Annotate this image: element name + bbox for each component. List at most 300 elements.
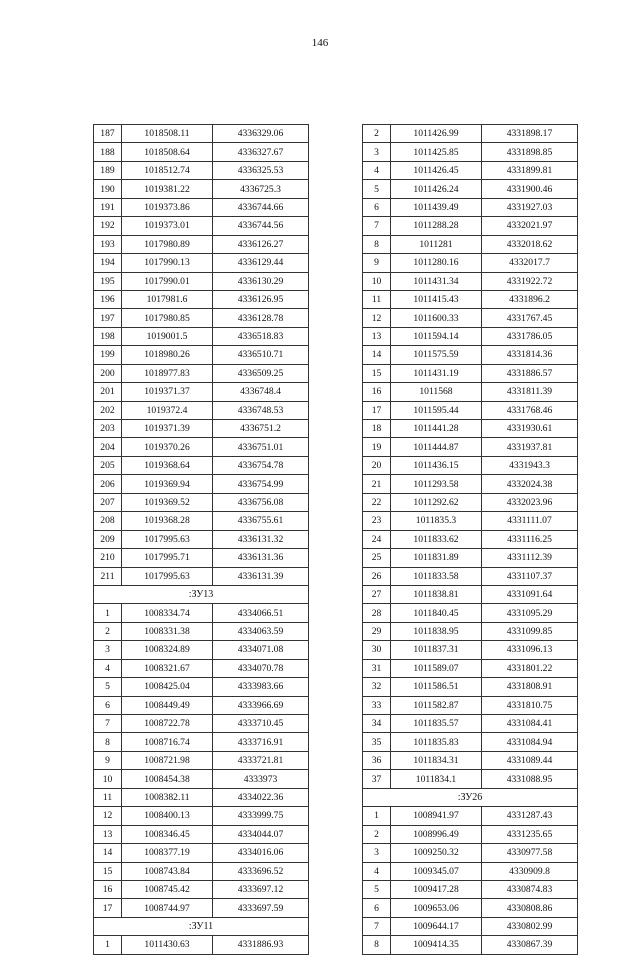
x-coordinate-cell: 1017995.71	[122, 549, 213, 567]
x-coordinate-cell: 1011292.62	[391, 493, 482, 511]
table-row	[94, 383, 309, 401]
point-number-cell: 1	[94, 936, 122, 954]
y-coordinate-cell: 4331814.36	[482, 346, 578, 364]
x-coordinate-cell: 1011586.51	[391, 678, 482, 696]
table-row	[363, 604, 578, 622]
y-coordinate-cell: 4336754.78	[213, 456, 309, 474]
table-row	[363, 456, 578, 474]
y-coordinate-cell: 4336518.83	[213, 327, 309, 345]
table-row	[363, 917, 578, 935]
y-coordinate-cell: 4331927.03	[482, 198, 578, 216]
table-row	[363, 217, 578, 235]
y-coordinate-cell: 4336130.29	[213, 272, 309, 290]
table-row	[94, 567, 309, 585]
table-row	[363, 290, 578, 308]
x-coordinate-cell: 1011582.87	[391, 696, 482, 714]
x-coordinate-cell: 1011837.31	[391, 641, 482, 659]
y-coordinate-cell: 4334071.08	[213, 641, 309, 659]
table-row	[94, 235, 309, 253]
y-coordinate-cell: 4331898.85	[482, 143, 578, 161]
point-number-cell: 4	[363, 161, 391, 179]
point-number-cell: 37	[363, 770, 391, 788]
table-row	[363, 401, 578, 419]
x-coordinate-cell: 1017980.89	[122, 235, 213, 253]
x-coordinate-cell: 1011430.63	[122, 936, 213, 954]
x-coordinate-cell: 1019381.22	[122, 180, 213, 198]
y-coordinate-cell: 4336744.66	[213, 198, 309, 216]
coordinates-table-left	[93, 124, 309, 955]
point-number-cell: 189	[94, 161, 122, 179]
x-coordinate-cell: 1011431.34	[391, 272, 482, 290]
table-row	[94, 880, 309, 898]
x-coordinate-cell: 1009345.07	[391, 862, 482, 880]
x-coordinate-cell: 1011425.85	[391, 143, 482, 161]
table-row	[363, 715, 578, 733]
y-coordinate-cell: 4330909.8	[482, 862, 578, 880]
table-row	[94, 327, 309, 345]
table-row	[363, 585, 578, 603]
y-coordinate-cell: 4334016.06	[213, 844, 309, 862]
point-number-cell: 31	[363, 659, 391, 677]
point-number-cell: 4	[363, 862, 391, 880]
table-row	[94, 770, 309, 788]
x-coordinate-cell: 1011835.83	[391, 733, 482, 751]
y-coordinate-cell: 4330808.86	[482, 899, 578, 917]
point-number-cell: 25	[363, 549, 391, 567]
x-coordinate-cell: 1011426.99	[391, 125, 482, 143]
y-coordinate-cell: 4330874.83	[482, 880, 578, 898]
y-coordinate-cell: 4331084.94	[482, 733, 578, 751]
table-row	[363, 696, 578, 714]
y-coordinate-cell: 4331810.75	[482, 696, 578, 714]
y-coordinate-cell: 4331801.22	[482, 659, 578, 677]
point-number-cell: 5	[363, 180, 391, 198]
table-row	[94, 825, 309, 843]
x-coordinate-cell: 1011436.15	[391, 456, 482, 474]
y-coordinate-cell: 4331096.13	[482, 641, 578, 659]
x-coordinate-cell: 1009417.28	[391, 880, 482, 898]
point-number-cell: 19	[363, 438, 391, 456]
y-coordinate-cell: 4331099.85	[482, 622, 578, 640]
y-coordinate-cell: 4331937.81	[482, 438, 578, 456]
table-row	[94, 401, 309, 419]
table-row	[363, 254, 578, 272]
table-row	[363, 235, 578, 253]
table-row	[363, 143, 578, 161]
table-row	[363, 807, 578, 825]
point-number-cell: 15	[363, 364, 391, 382]
table-row	[363, 899, 578, 917]
y-coordinate-cell: 4333973	[213, 770, 309, 788]
x-coordinate-cell: 1011288.28	[391, 217, 482, 235]
table-row	[94, 456, 309, 474]
y-coordinate-cell: 4331886.93	[213, 936, 309, 954]
point-number-cell: 204	[94, 438, 122, 456]
y-coordinate-cell: 4336131.39	[213, 567, 309, 585]
x-coordinate-cell: 1019369.94	[122, 475, 213, 493]
point-number-cell: 11	[363, 290, 391, 308]
section-header-row	[363, 788, 578, 806]
point-number-cell: 208	[94, 512, 122, 530]
x-coordinate-cell: 1011834.31	[391, 751, 482, 769]
point-number-cell: 205	[94, 456, 122, 474]
y-coordinate-cell: 4333710.45	[213, 715, 309, 733]
point-number-cell: 188	[94, 143, 122, 161]
point-number-cell: 5	[363, 880, 391, 898]
point-number-cell: 199	[94, 346, 122, 364]
y-coordinate-cell: 4331943.3	[482, 456, 578, 474]
table-row	[363, 438, 578, 456]
y-coordinate-cell: 4331095.29	[482, 604, 578, 622]
point-number-cell: 8	[363, 936, 391, 954]
table-row	[94, 125, 309, 143]
x-coordinate-cell: 1008743.84	[122, 862, 213, 880]
point-number-cell: 10	[94, 770, 122, 788]
x-coordinate-cell: 1011840.45	[391, 604, 482, 622]
x-coordinate-cell: 1008722.78	[122, 715, 213, 733]
table-row	[94, 622, 309, 640]
table-row	[94, 678, 309, 696]
table-row	[363, 364, 578, 382]
y-coordinate-cell: 4336128.78	[213, 309, 309, 327]
point-number-cell: 201	[94, 383, 122, 401]
x-coordinate-cell: 1011575.59	[391, 346, 482, 364]
point-number-cell: 200	[94, 364, 122, 382]
x-coordinate-cell: 1011835.57	[391, 715, 482, 733]
table-row	[94, 346, 309, 364]
y-coordinate-cell: 4331091.64	[482, 585, 578, 603]
section-header-row	[94, 585, 309, 603]
y-coordinate-cell: 4336329.06	[213, 125, 309, 143]
y-coordinate-cell: 4331112.39	[482, 549, 578, 567]
point-number-cell: 8	[363, 235, 391, 253]
point-number-cell: 206	[94, 475, 122, 493]
y-coordinate-cell: 4334070.78	[213, 659, 309, 677]
table-row	[363, 475, 578, 493]
x-coordinate-cell: 1011838.81	[391, 585, 482, 603]
table-row	[363, 825, 578, 843]
point-number-cell: 192	[94, 217, 122, 235]
section-label: :ЗУ26	[363, 788, 578, 806]
point-number-cell: 12	[363, 309, 391, 327]
x-coordinate-cell: 1019371.37	[122, 383, 213, 401]
x-coordinate-cell: 1008377.19	[122, 844, 213, 862]
point-number-cell: 194	[94, 254, 122, 272]
x-coordinate-cell: 1009250.32	[391, 844, 482, 862]
x-coordinate-cell: 1011439.49	[391, 198, 482, 216]
table-row	[363, 512, 578, 530]
point-number-cell: 202	[94, 401, 122, 419]
x-coordinate-cell: 1008745.42	[122, 880, 213, 898]
y-coordinate-cell: 4331107.37	[482, 567, 578, 585]
y-coordinate-cell: 4333696.52	[213, 862, 309, 880]
y-coordinate-cell: 4332024.38	[482, 475, 578, 493]
table-row	[94, 272, 309, 290]
x-coordinate-cell: 1019368.64	[122, 456, 213, 474]
table-row	[363, 346, 578, 364]
table-row	[94, 217, 309, 235]
x-coordinate-cell: 1011595.44	[391, 401, 482, 419]
x-coordinate-cell: 1017980.85	[122, 309, 213, 327]
x-coordinate-cell: 1017990.01	[122, 272, 213, 290]
y-coordinate-cell: 4331786.05	[482, 327, 578, 345]
y-coordinate-cell: 4331898.17	[482, 125, 578, 143]
point-number-cell: 14	[363, 346, 391, 364]
point-number-cell: 21	[363, 475, 391, 493]
point-number-cell: 12	[94, 807, 122, 825]
table-row	[363, 180, 578, 198]
x-coordinate-cell: 1018508.64	[122, 143, 213, 161]
point-number-cell: 14	[94, 844, 122, 862]
y-coordinate-cell: 4330977.58	[482, 844, 578, 862]
table-row	[363, 622, 578, 640]
x-coordinate-cell: 1019373.86	[122, 198, 213, 216]
x-coordinate-cell: 1017990.13	[122, 254, 213, 272]
y-coordinate-cell: 4334022.36	[213, 788, 309, 806]
point-number-cell: 28	[363, 604, 391, 622]
y-coordinate-cell: 4331088.95	[482, 770, 578, 788]
x-coordinate-cell: 1019372.4	[122, 401, 213, 419]
table-row	[363, 844, 578, 862]
y-coordinate-cell: 4330867.39	[482, 936, 578, 954]
y-coordinate-cell: 4332018.62	[482, 235, 578, 253]
point-number-cell: 209	[94, 530, 122, 548]
point-number-cell: 13	[94, 825, 122, 843]
y-coordinate-cell: 4336748.53	[213, 401, 309, 419]
x-coordinate-cell: 1011426.45	[391, 161, 482, 179]
y-coordinate-cell: 4331235.65	[482, 825, 578, 843]
x-coordinate-cell: 1008744.97	[122, 899, 213, 917]
x-coordinate-cell: 1008331.38	[122, 622, 213, 640]
point-number-cell: 22	[363, 493, 391, 511]
y-coordinate-cell: 4331922.72	[482, 272, 578, 290]
section-label: :ЗУ11	[94, 917, 309, 935]
x-coordinate-cell: 1008716.74	[122, 733, 213, 751]
y-coordinate-cell: 4331811.39	[482, 383, 578, 401]
y-coordinate-cell: 4333721.81	[213, 751, 309, 769]
y-coordinate-cell: 4336509.25	[213, 364, 309, 382]
table-row	[94, 807, 309, 825]
y-coordinate-cell: 4336751.2	[213, 420, 309, 438]
y-coordinate-cell: 4331900.46	[482, 180, 578, 198]
table-row	[94, 659, 309, 677]
table-row	[94, 420, 309, 438]
x-coordinate-cell: 1011426.24	[391, 180, 482, 198]
y-coordinate-cell: 4334044.07	[213, 825, 309, 843]
y-coordinate-cell: 4333697.12	[213, 880, 309, 898]
coordinates-table-right	[362, 124, 578, 955]
table-row	[363, 272, 578, 290]
point-number-cell: 9	[94, 751, 122, 769]
table-row	[94, 899, 309, 917]
x-coordinate-cell: 1008382.11	[122, 788, 213, 806]
table-row	[94, 733, 309, 751]
table-row	[94, 290, 309, 308]
section-header-row	[94, 917, 309, 935]
table-row	[363, 880, 578, 898]
y-coordinate-cell: 4336744.56	[213, 217, 309, 235]
point-number-cell: 9	[363, 254, 391, 272]
x-coordinate-cell: 1009653.06	[391, 899, 482, 917]
table-row	[363, 125, 578, 143]
table-row	[363, 678, 578, 696]
x-coordinate-cell: 1011441.28	[391, 420, 482, 438]
x-coordinate-cell: 1008425.04	[122, 678, 213, 696]
y-coordinate-cell: 4330802.99	[482, 917, 578, 935]
table-row	[94, 180, 309, 198]
table-row	[363, 733, 578, 751]
y-coordinate-cell: 4331886.57	[482, 364, 578, 382]
x-coordinate-cell: 1019371.39	[122, 420, 213, 438]
section-label: :ЗУ13	[94, 585, 309, 603]
x-coordinate-cell: 1018977.83	[122, 364, 213, 382]
point-number-cell: 36	[363, 751, 391, 769]
y-coordinate-cell: 4332021.97	[482, 217, 578, 235]
point-number-cell: 7	[94, 715, 122, 733]
table-row	[94, 936, 309, 954]
point-number-cell: 15	[94, 862, 122, 880]
table-row	[94, 438, 309, 456]
y-coordinate-cell: 4333697.59	[213, 899, 309, 917]
x-coordinate-cell: 1008449.49	[122, 696, 213, 714]
point-number-cell: 207	[94, 493, 122, 511]
y-coordinate-cell: 4331930.61	[482, 420, 578, 438]
point-number-cell: 29	[363, 622, 391, 640]
table-row	[363, 659, 578, 677]
point-number-cell: 5	[94, 678, 122, 696]
table-row	[363, 862, 578, 880]
point-number-cell: 1	[363, 807, 391, 825]
y-coordinate-cell: 4336129.44	[213, 254, 309, 272]
y-coordinate-cell: 4331896.2	[482, 290, 578, 308]
table-row	[94, 530, 309, 548]
y-coordinate-cell: 4332017.7	[482, 254, 578, 272]
x-coordinate-cell: 1018512.74	[122, 161, 213, 179]
point-number-cell: 190	[94, 180, 122, 198]
table-row	[94, 788, 309, 806]
table-row	[94, 475, 309, 493]
table-row	[94, 161, 309, 179]
x-coordinate-cell: 1011293.58	[391, 475, 482, 493]
x-coordinate-cell: 1009414.35	[391, 936, 482, 954]
point-number-cell: 203	[94, 420, 122, 438]
point-number-cell: 198	[94, 327, 122, 345]
x-coordinate-cell: 1019373.01	[122, 217, 213, 235]
point-number-cell: 8	[94, 733, 122, 751]
y-coordinate-cell: 4331089.44	[482, 751, 578, 769]
x-coordinate-cell: 1011568	[391, 383, 482, 401]
table-row	[94, 198, 309, 216]
point-number-cell: 17	[94, 899, 122, 917]
x-coordinate-cell: 1008321.67	[122, 659, 213, 677]
point-number-cell: 210	[94, 549, 122, 567]
x-coordinate-cell: 1018508.11	[122, 125, 213, 143]
y-coordinate-cell: 4331899.81	[482, 161, 578, 179]
x-coordinate-cell: 1009644.17	[391, 917, 482, 935]
point-number-cell: 30	[363, 641, 391, 659]
point-number-cell: 16	[94, 880, 122, 898]
table-row	[363, 383, 578, 401]
point-number-cell: 11	[94, 788, 122, 806]
page-number: 146	[311, 37, 329, 49]
y-coordinate-cell: 4336748.4	[213, 383, 309, 401]
point-number-cell: 7	[363, 917, 391, 935]
y-coordinate-cell: 4336126.27	[213, 235, 309, 253]
y-coordinate-cell: 4331111.07	[482, 512, 578, 530]
table-row	[94, 493, 309, 511]
point-number-cell: 24	[363, 530, 391, 548]
y-coordinate-cell: 4336126.95	[213, 290, 309, 308]
point-number-cell: 13	[363, 327, 391, 345]
table-row	[363, 420, 578, 438]
x-coordinate-cell: 1008454.38	[122, 770, 213, 788]
x-coordinate-cell: 1019369.52	[122, 493, 213, 511]
table-row	[94, 641, 309, 659]
point-number-cell: 27	[363, 585, 391, 603]
table-row	[363, 161, 578, 179]
point-number-cell: 193	[94, 235, 122, 253]
table-row	[94, 751, 309, 769]
x-coordinate-cell: 1011431.19	[391, 364, 482, 382]
table-row	[94, 862, 309, 880]
y-coordinate-cell: 4336131.32	[213, 530, 309, 548]
table-row	[363, 198, 578, 216]
y-coordinate-cell: 4331768.46	[482, 401, 578, 419]
point-number-cell: 26	[363, 567, 391, 585]
x-coordinate-cell: 1017995.63	[122, 567, 213, 585]
x-coordinate-cell: 1017995.63	[122, 530, 213, 548]
y-coordinate-cell: 4331084.41	[482, 715, 578, 733]
point-number-cell: 33	[363, 696, 391, 714]
y-coordinate-cell: 4331767.45	[482, 309, 578, 327]
x-coordinate-cell: 1019368.28	[122, 512, 213, 530]
x-coordinate-cell: 1011600.33	[391, 309, 482, 327]
point-number-cell: 4	[94, 659, 122, 677]
y-coordinate-cell: 4336725.3	[213, 180, 309, 198]
point-number-cell: 16	[363, 383, 391, 401]
x-coordinate-cell: 1011281	[391, 235, 482, 253]
x-coordinate-cell: 1011833.62	[391, 530, 482, 548]
x-coordinate-cell: 1011833.58	[391, 567, 482, 585]
x-coordinate-cell: 1011589.07	[391, 659, 482, 677]
table-row	[94, 254, 309, 272]
x-coordinate-cell: 1008334.74	[122, 604, 213, 622]
point-number-cell: 196	[94, 290, 122, 308]
point-number-cell: 2	[363, 125, 391, 143]
table-row	[363, 493, 578, 511]
x-coordinate-cell: 1018980.26	[122, 346, 213, 364]
y-coordinate-cell: 4332023.96	[482, 493, 578, 511]
point-number-cell: 187	[94, 125, 122, 143]
y-coordinate-cell: 4336325.53	[213, 161, 309, 179]
x-coordinate-cell: 1008346.45	[122, 825, 213, 843]
y-coordinate-cell: 4333983.66	[213, 678, 309, 696]
table-row	[363, 751, 578, 769]
x-coordinate-cell: 1011415.43	[391, 290, 482, 308]
table-row	[94, 512, 309, 530]
y-coordinate-cell: 4334063.59	[213, 622, 309, 640]
point-number-cell: 2	[94, 622, 122, 640]
table-row	[363, 770, 578, 788]
x-coordinate-cell: 1011831.89	[391, 549, 482, 567]
y-coordinate-cell: 4333999.75	[213, 807, 309, 825]
x-coordinate-cell: 1008400.13	[122, 807, 213, 825]
x-coordinate-cell: 1008324.89	[122, 641, 213, 659]
y-coordinate-cell: 4331116.25	[482, 530, 578, 548]
y-coordinate-cell: 4336510.71	[213, 346, 309, 364]
point-number-cell: 195	[94, 272, 122, 290]
y-coordinate-cell: 4336751.01	[213, 438, 309, 456]
